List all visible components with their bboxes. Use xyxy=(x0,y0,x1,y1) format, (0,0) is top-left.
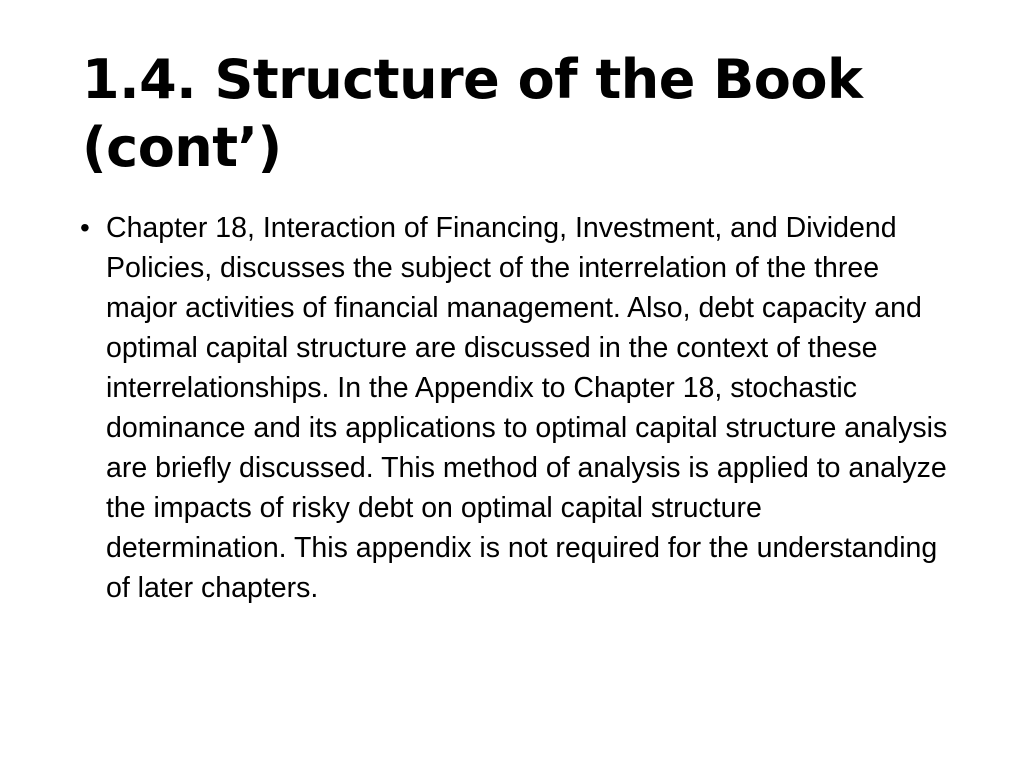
slide-title: 1.4. Structure of the Book (cont’) xyxy=(82,48,863,179)
bullet-marker: • xyxy=(80,212,90,243)
bullet-text: Chapter 18, Interaction of Financing, Investment, and Dividend Policies, discusses the subject of the interrelation of the three major activities of financial management. Also, debt capacity and optimal capital structure are discussed in the context of these interrelationships. In the Appendix to Chapter 18, stochastic dominance and its applications to optimal capital structure analysis are briefly discussed. This method of analysis is applied to analyze the impacts of risky debt on optimal capital structure determination. This appendix is not required for the understanding of later chapters. xyxy=(106,212,948,604)
bullet-list xyxy=(80,208,948,608)
bullet-item xyxy=(80,208,948,608)
